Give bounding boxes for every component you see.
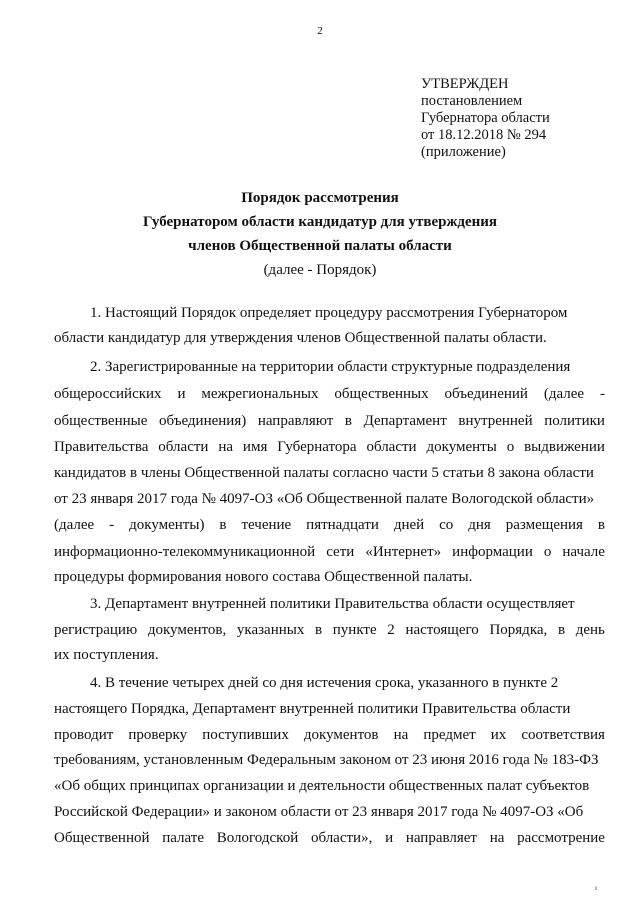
approval-line-1: УТВЕРЖДЕН xyxy=(421,76,509,92)
title-line-1: Порядок рассмотрения xyxy=(241,190,399,206)
text-line: 1. Настоящий Порядок определяет процедуру рассмотрения Губернатором xyxy=(90,305,568,321)
text-line: Российской Федерации» и законом области от 23 января 2017 года № 4097-ОЗ «Об xyxy=(54,804,584,820)
text-line: 4. В течение четырех дней со дня истечения срока, указанного в пункте 2 xyxy=(90,675,559,691)
approval-line-3: Губернатора области xyxy=(421,110,550,126)
text-line: области кандидатур для утверждения членов Общественной палаты области. xyxy=(54,330,547,346)
approval-block xyxy=(421,76,621,161)
text-line: Правительства области на имя Губернатора области документы о выдвижении xyxy=(54,439,605,455)
text-line: общероссийских и межрегиональных общественных объединений (далее - xyxy=(54,386,605,402)
text-line: (далее - документы) в течение пятнадцати дней со дня размещения в xyxy=(54,517,605,533)
title-line-3: членов Общественной палаты области xyxy=(188,238,452,254)
title-line-2: Губернатором области кандидатур для утверждения xyxy=(142,214,498,230)
text-line: проводит проверку поступивших документов на предмет их соответствия xyxy=(54,727,605,743)
approval-line-4: от 18.12.2018 № 294 xyxy=(421,127,547,143)
document-title xyxy=(0,186,640,282)
approval-line-2: постановлением xyxy=(421,93,523,109)
text-line: 2. Зарегистрированные на территории области структурные подразделения xyxy=(90,359,571,375)
page-number: 2 xyxy=(317,25,323,37)
text-line: информационно-телекоммуникационной сети «Интернет» информации о начале xyxy=(54,544,605,560)
text-line: требованиям, установленным Федеральным законом от 23 июня 2016 года № 183-ФЗ xyxy=(54,752,599,768)
text-line: процедуры формирования нового состава Общественной палаты. xyxy=(54,569,473,585)
text-line: от 23 января 2017 года № 4097-ОЗ «Об Общественной палате Вологодской области» xyxy=(54,491,595,507)
text-line: их поступления. xyxy=(54,647,159,663)
approval-line-5: (приложение) xyxy=(421,144,506,160)
text-line: общественные объединения) направляют в Департамент внутренней политики xyxy=(54,413,605,429)
text-line: настоящего Порядка, Департамент внутренней политики Правительства области xyxy=(54,701,571,717)
text-line: 3. Департамент внутренней политики Правительства области осуществляет xyxy=(90,596,575,612)
text-line: Общественной палате Вологодской области», и направляет на рассмотрение xyxy=(54,830,605,846)
corner-mark: ı xyxy=(595,884,597,892)
title-line-4: (далее - Порядок) xyxy=(263,262,377,278)
text-line: «Об общих принципах организации и деятельности общественных палат субъектов xyxy=(54,778,590,794)
text-line: регистрацию документов, указанных в пункте 2 настоящего Порядка, в день xyxy=(54,622,605,638)
text-line: кандидатов в члены Общественной палаты согласно части 5 статьи 8 закона области xyxy=(54,465,594,481)
